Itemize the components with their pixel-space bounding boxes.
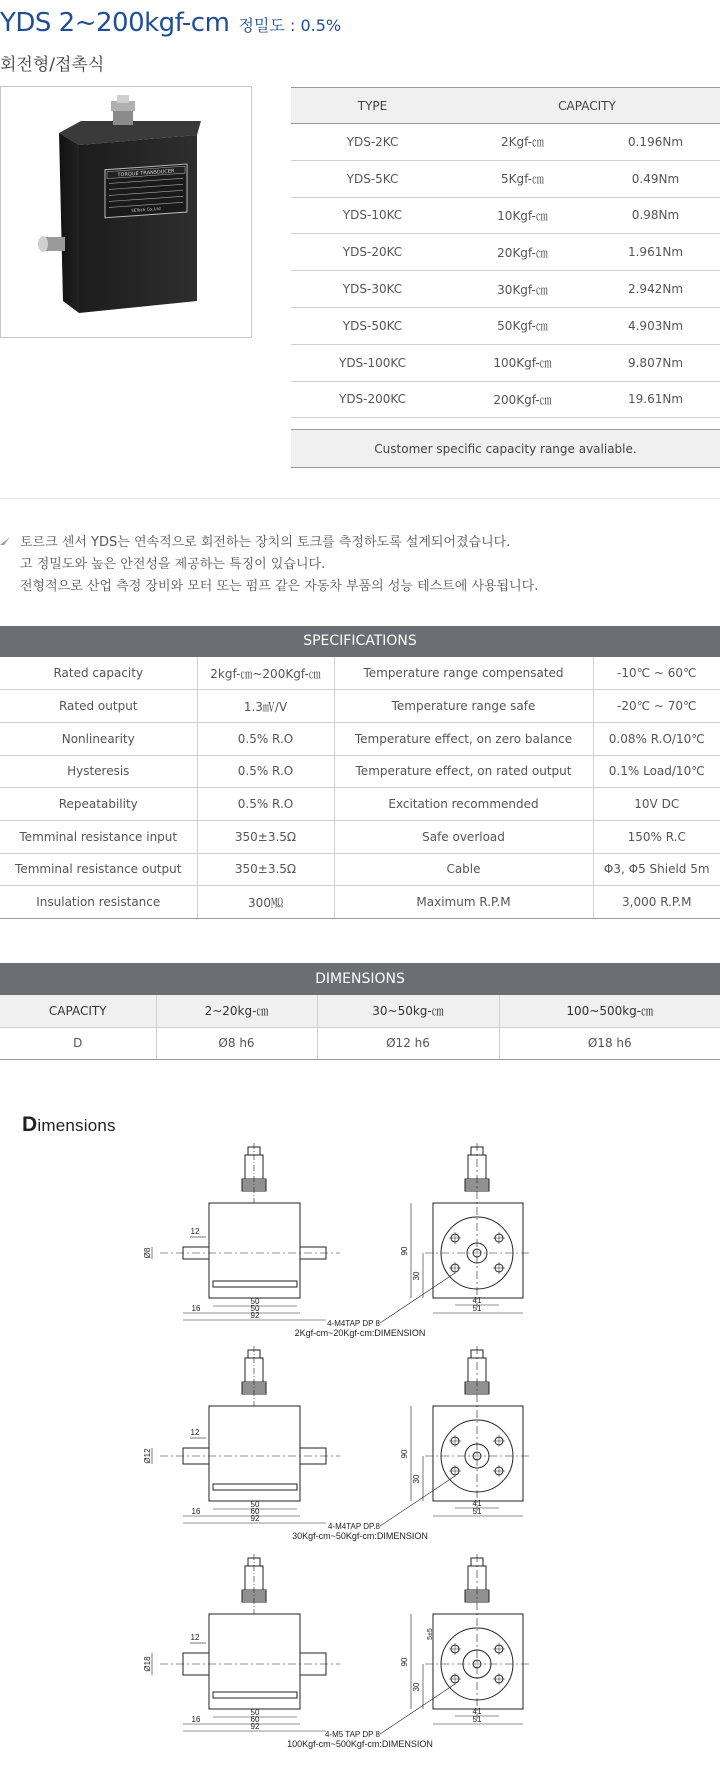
page-subtitle: 회전형/접촉식 bbox=[0, 55, 105, 75]
dimension-label: 16 bbox=[191, 1507, 201, 1516]
spec-row bbox=[0, 722, 720, 755]
drawing-caption: 2Kgf-cm~20Kgf-cm:DIMENSION bbox=[294, 1328, 426, 1338]
dimension-label: 92 bbox=[250, 1722, 260, 1731]
dimension-label: 12 bbox=[190, 1633, 200, 1642]
spec-label: Hysteresis bbox=[0, 755, 197, 788]
bullet-icon bbox=[0, 537, 10, 545]
spec-row bbox=[0, 853, 720, 886]
spec-value: -10℃ ~ 60℃ bbox=[593, 657, 720, 690]
description-line: 토르크 센서 YDS는 연속적으로 회전하는 장치의 토크를 측정하도록 설계되어졌습니다. bbox=[20, 535, 511, 550]
capacity-cell-kgf: 10Kgf-㎝ bbox=[454, 197, 591, 234]
capacity-cell-type: YDS-2KC bbox=[291, 124, 454, 161]
dimension-label: 50 bbox=[250, 1500, 260, 1509]
spec-value: 2kgf-㎝~200Kgf-㎝ bbox=[197, 657, 334, 690]
shaft-diameter-label: Ø18 bbox=[143, 1656, 152, 1672]
dim-col-range-1: 2~20kg-㎝ bbox=[156, 995, 317, 1027]
spec-row bbox=[0, 755, 720, 788]
capacity-cell-kgf: 100Kgf-㎝ bbox=[454, 344, 591, 381]
spec-row bbox=[0, 657, 720, 690]
capacity-row bbox=[291, 381, 720, 418]
spec-value: -20℃ ~ 70℃ bbox=[593, 690, 720, 723]
dimension-label: 12 bbox=[190, 1227, 200, 1236]
dimension-label: 92 bbox=[250, 1311, 260, 1320]
dimension-label: 5±5 bbox=[427, 1628, 434, 1640]
dimension-label: 90 bbox=[400, 1657, 409, 1667]
dimension-label: 16 bbox=[191, 1304, 201, 1313]
capacity-cell-kgf: 20Kgf-㎝ bbox=[454, 234, 591, 271]
dimension-label: 60 bbox=[250, 1507, 260, 1516]
spec-value: 350±3.5Ω bbox=[197, 820, 334, 853]
drawings-heading: Dimensions bbox=[22, 1113, 116, 1136]
spec-value: 10V DC bbox=[593, 788, 720, 821]
spec-label: Temperature range compensated bbox=[334, 657, 593, 690]
torque-transducer-image bbox=[1, 87, 251, 337]
spec-label: Temperature effect, on rated output bbox=[334, 755, 593, 788]
spec-label: Rated capacity bbox=[0, 657, 197, 690]
spec-label: Insulation resistance bbox=[0, 886, 197, 919]
spec-value: 0.5% R.O bbox=[197, 755, 334, 788]
description-line: 고 정밀도와 높은 안전성을 제공하는 특징이 있습니다. bbox=[20, 557, 326, 572]
capacity-cell-kgf: 50Kgf-㎝ bbox=[454, 307, 591, 344]
dimension-label: 41 bbox=[472, 1296, 482, 1305]
specifications-heading: SPECIFICATIONS bbox=[0, 626, 720, 657]
capacity-cell-kgf: 2Kgf-㎝ bbox=[454, 124, 591, 161]
drawing-caption: 100Kgf-cm~500Kgf-cm:DIMENSION bbox=[287, 1739, 433, 1749]
spec-value: 300㏁ bbox=[197, 886, 334, 919]
capacity-row bbox=[291, 160, 720, 197]
spec-label: Rated output bbox=[0, 690, 197, 723]
capacity-cell-nm: 0.49Nm bbox=[591, 160, 720, 197]
dimensions-heading: DIMENSIONS bbox=[0, 963, 720, 995]
spec-row bbox=[0, 690, 720, 723]
spec-label: Temperature range safe bbox=[334, 690, 593, 723]
tap-label: 4-M4TAP DP.8 bbox=[327, 1522, 380, 1531]
dim-cell: Ø18 h6 bbox=[499, 1027, 720, 1059]
spec-label: Safe overload bbox=[334, 820, 593, 853]
dimension-drawing bbox=[0, 1143, 720, 1338]
capacity-cell-type: YDS-20KC bbox=[291, 234, 454, 271]
spec-value: 3,000 R.P.M bbox=[593, 886, 720, 919]
capacity-cell-kgf: 30Kgf-㎝ bbox=[454, 271, 591, 308]
description bbox=[6, 532, 538, 598]
dimension-label: 51 bbox=[472, 1304, 482, 1313]
spec-label: Repeatability bbox=[0, 788, 197, 821]
capacity-row bbox=[291, 124, 720, 161]
capacity-cell-nm: 1.961Nm bbox=[591, 234, 720, 271]
spec-label: Temminal resistance output bbox=[0, 853, 197, 886]
capacity-cell-kgf: 200Kgf-㎝ bbox=[454, 381, 591, 418]
page-title-row bbox=[0, 8, 341, 38]
plate-title: TORQUE TRANSDUCER bbox=[117, 168, 175, 179]
spec-value: 1.3㎷/V bbox=[197, 690, 334, 723]
capacity-cell-type: YDS-5KC bbox=[291, 160, 454, 197]
capacity-cell-type: YDS-100KC bbox=[291, 344, 454, 381]
dimension-label: 12 bbox=[190, 1428, 200, 1437]
dimension-label: 90 bbox=[400, 1449, 409, 1459]
spec-label: Temperature effect, on zero balance bbox=[334, 722, 593, 755]
capacity-row bbox=[291, 344, 720, 381]
col-type: TYPE bbox=[291, 88, 454, 124]
capacity-cell-nm: 0.196Nm bbox=[591, 124, 720, 161]
spec-value: 350±3.5Ω bbox=[197, 853, 334, 886]
drawing-caption: 30Kgf-cm~50Kgf-cm:DIMENSION bbox=[292, 1531, 428, 1541]
dim-col-range-2: 30~50kg-㎝ bbox=[317, 995, 499, 1027]
description-line: 전형적으로 산업 측정 장비와 모터 또는 펌프 같은 자동차 부품의 성능 테스트에 사용됩니다. bbox=[20, 579, 539, 594]
spec-label: Cable bbox=[334, 853, 593, 886]
capacity-cell-type: YDS-30KC bbox=[291, 271, 454, 308]
spec-value: 0.08% R.O/10℃ bbox=[593, 722, 720, 755]
shaft-diameter-label: Ø12 bbox=[143, 1448, 152, 1464]
section-divider bbox=[0, 498, 720, 499]
spec-row bbox=[0, 886, 720, 919]
dimension-drawing bbox=[0, 1346, 720, 1541]
dimension-label: 60 bbox=[250, 1715, 260, 1724]
capacity-cell-type: YDS-200KC bbox=[291, 381, 454, 418]
dim-col-capacity: CAPACITY bbox=[0, 995, 156, 1027]
spec-row bbox=[0, 820, 720, 853]
dimension-drawing bbox=[0, 1554, 720, 1749]
dim-col-range-3: 100~500kg-㎝ bbox=[499, 995, 720, 1027]
spec-value: 0.5% R.O bbox=[197, 722, 334, 755]
dimension-label: 51 bbox=[472, 1715, 482, 1724]
capacity-note: Customer specific capacity range avaliable. bbox=[291, 429, 720, 468]
dimension-label: 30 bbox=[412, 1682, 421, 1692]
capacity-cell-kgf: 5Kgf-㎝ bbox=[454, 160, 591, 197]
capacity-row bbox=[291, 197, 720, 234]
dim-cell: D bbox=[0, 1027, 156, 1059]
dimension-label: 41 bbox=[472, 1707, 482, 1716]
dimension-label: 50 bbox=[250, 1304, 260, 1313]
specifications-table bbox=[0, 657, 720, 919]
capacity-cell-nm: 2.942Nm bbox=[591, 271, 720, 308]
dimensions-table bbox=[0, 995, 720, 1060]
col-capacity: CAPACITY bbox=[454, 88, 720, 124]
plate-maker: SETech Co.,Ltd bbox=[131, 205, 161, 213]
accuracy-label: 정밀도 : 0.5% bbox=[238, 16, 342, 35]
shaft-diameter-label: Ø8 bbox=[143, 1247, 152, 1259]
spec-value: 150% R.C bbox=[593, 820, 720, 853]
dimension-label: 90 bbox=[400, 1246, 409, 1256]
spec-label: Maximum R.P.M bbox=[334, 886, 593, 919]
dimension-label: 51 bbox=[472, 1507, 482, 1516]
capacity-row bbox=[291, 271, 720, 308]
spec-value: 0.5% R.O bbox=[197, 788, 334, 821]
dimension-label: 92 bbox=[250, 1514, 260, 1523]
capacity-row bbox=[291, 234, 720, 271]
dim-cell: Ø12 h6 bbox=[317, 1027, 499, 1059]
spec-label: Nonlinearity bbox=[0, 722, 197, 755]
capacity-cell-nm: 9.807Nm bbox=[591, 344, 720, 381]
tap-label: 4-M4TAP DP 8 bbox=[327, 1319, 380, 1328]
dim-cell: Ø8 h6 bbox=[156, 1027, 317, 1059]
capacity-cell-type: YDS-50KC bbox=[291, 307, 454, 344]
spec-value: Φ3, Φ5 Shield 5m bbox=[593, 853, 720, 886]
spec-value: 0.1% Load/10℃ bbox=[593, 755, 720, 788]
capacity-table bbox=[291, 87, 720, 418]
capacity-row bbox=[291, 307, 720, 344]
spec-label: Temminal resistance input bbox=[0, 820, 197, 853]
capacity-cell-type: YDS-10KC bbox=[291, 197, 454, 234]
dimension-label: 30 bbox=[412, 1474, 421, 1484]
dimension-label: 30 bbox=[412, 1271, 421, 1281]
capacity-cell-nm: 4.903Nm bbox=[591, 307, 720, 344]
spec-row bbox=[0, 788, 720, 821]
product-photo bbox=[0, 86, 252, 338]
dimension-label: 50 bbox=[250, 1708, 260, 1717]
dimension-label: 41 bbox=[472, 1499, 482, 1508]
dimension-label: 50 bbox=[250, 1297, 260, 1306]
tap-label: 4-M5 TAP DP 8 bbox=[325, 1730, 380, 1739]
page-title: YDS 2~200kgf-cm bbox=[0, 8, 230, 38]
dimension-label: 16 bbox=[191, 1715, 201, 1724]
capacity-cell-nm: 19.61Nm bbox=[591, 381, 720, 418]
capacity-cell-nm: 0.98Nm bbox=[591, 197, 720, 234]
spec-label: Excitation recommended bbox=[334, 788, 593, 821]
